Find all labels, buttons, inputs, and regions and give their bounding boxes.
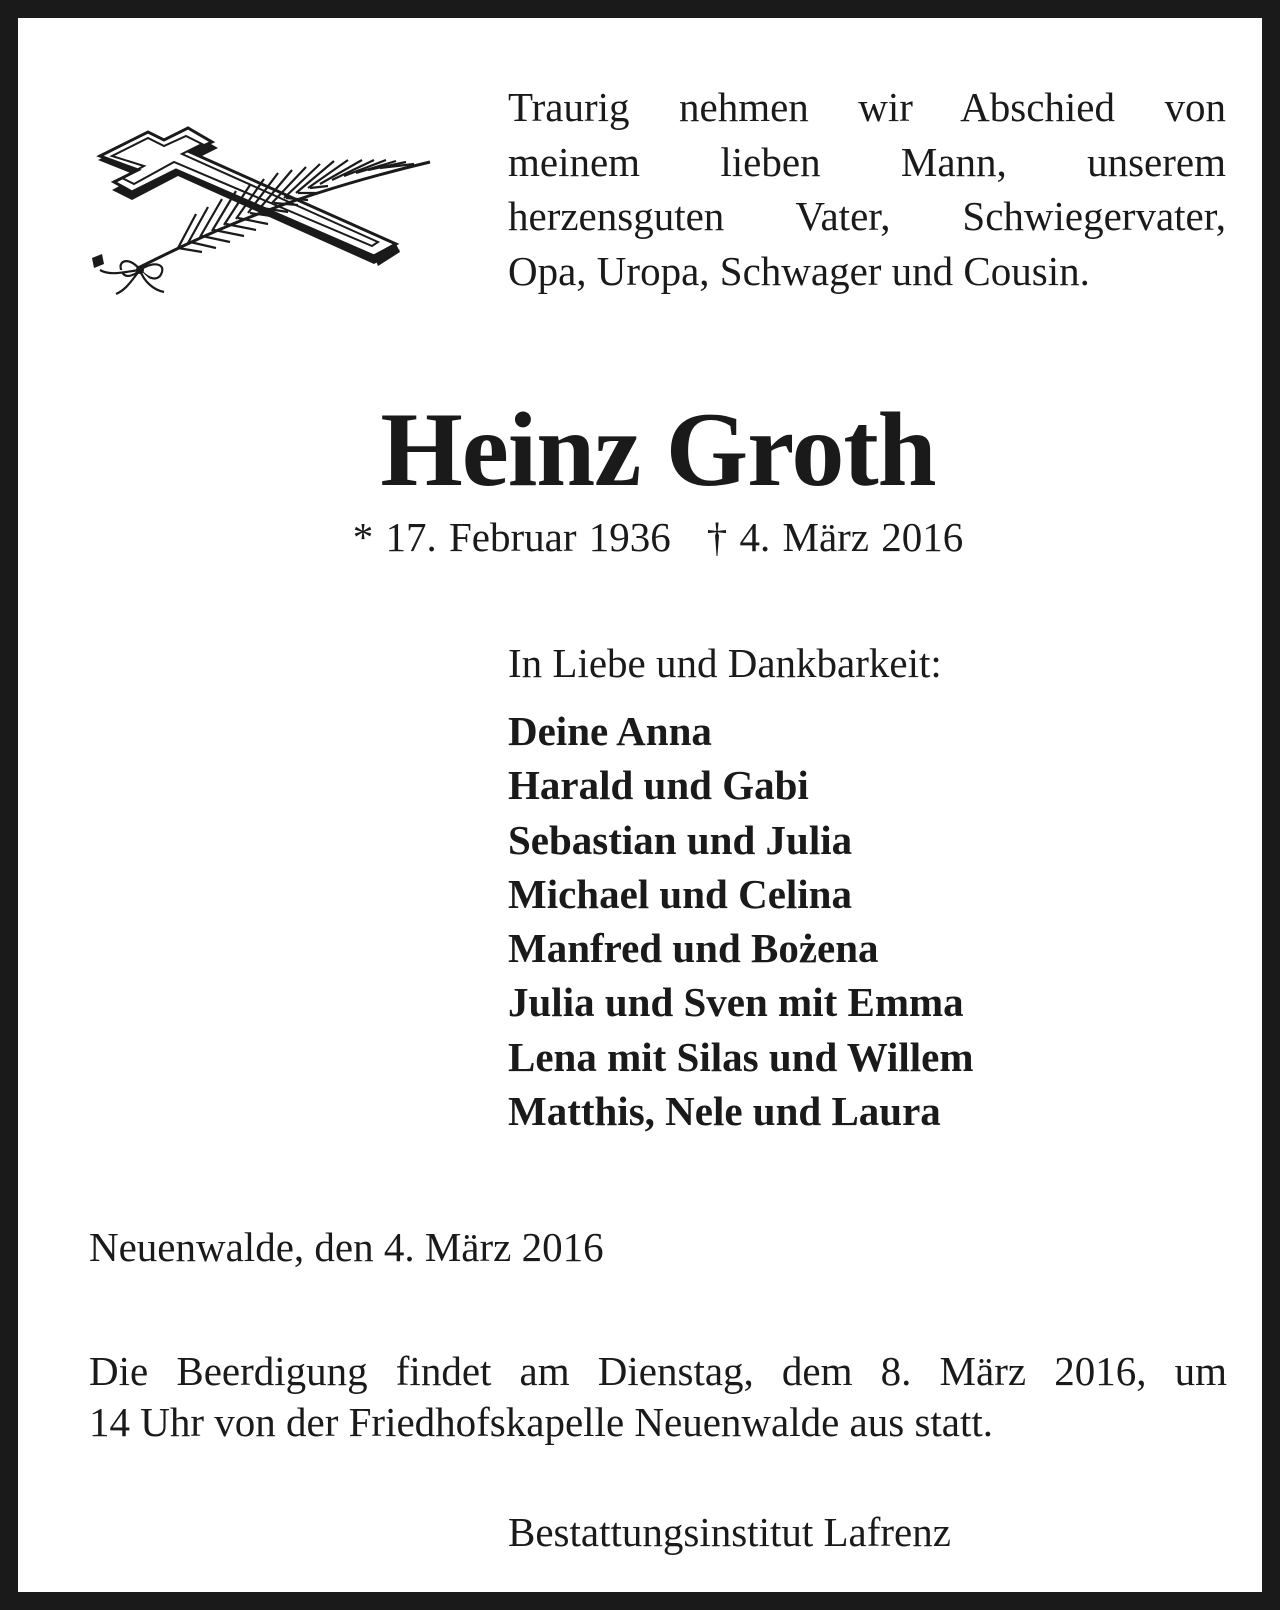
family-member: Matthis, Nele und Laura [508,1088,941,1135]
family-member: Deine Anna [508,708,712,754]
funeral-line: 14 Uhr von der Friedhofskapelle Neuenwalde aus statt. [89,1399,994,1445]
death-date: † 4. März 2016 [706,514,964,560]
family-member: Manfred und Bożena [508,925,879,972]
family-member: Lena mit Silas und Willem [508,1033,974,1080]
family-member: Michael und Celina [508,870,852,917]
birth-date: * 17. Februar 1936 [352,514,671,560]
intro-line: herzensguten Vater, Schwiegervater, [508,193,1226,239]
family-list [508,704,974,1138]
deceased-name: Heinz Groth [380,391,936,508]
family-member: Harald und Gabi [508,762,809,809]
intro-line: Traurig nehmen wir Abschied von [508,84,1226,130]
intro-text [508,80,1226,298]
family-member: Sebastian und Julia [508,816,853,863]
intro-line: meinem lieben Mann, unserem [508,138,1226,185]
cross-with-palm-branch-icon [78,118,458,303]
dedication-line: In Liebe und Dankbarkeit: [508,640,942,686]
funeral-line: Die Beerdigung findet am Dienstag, dem 8. März 2016, um [89,1348,1227,1394]
intro-line: Opa, Uropa, Schwager und Cousin. [508,247,1090,294]
place-and-date: Neuenwalde, den 4. März 2016 [89,1224,604,1270]
funeral-info [89,1346,1227,1448]
undertaker-name: Bestattungsinstitut Lafrenz [508,1509,951,1555]
life-dates [18,510,1280,564]
family-member: Julia und Sven mit Emma [508,979,964,1026]
